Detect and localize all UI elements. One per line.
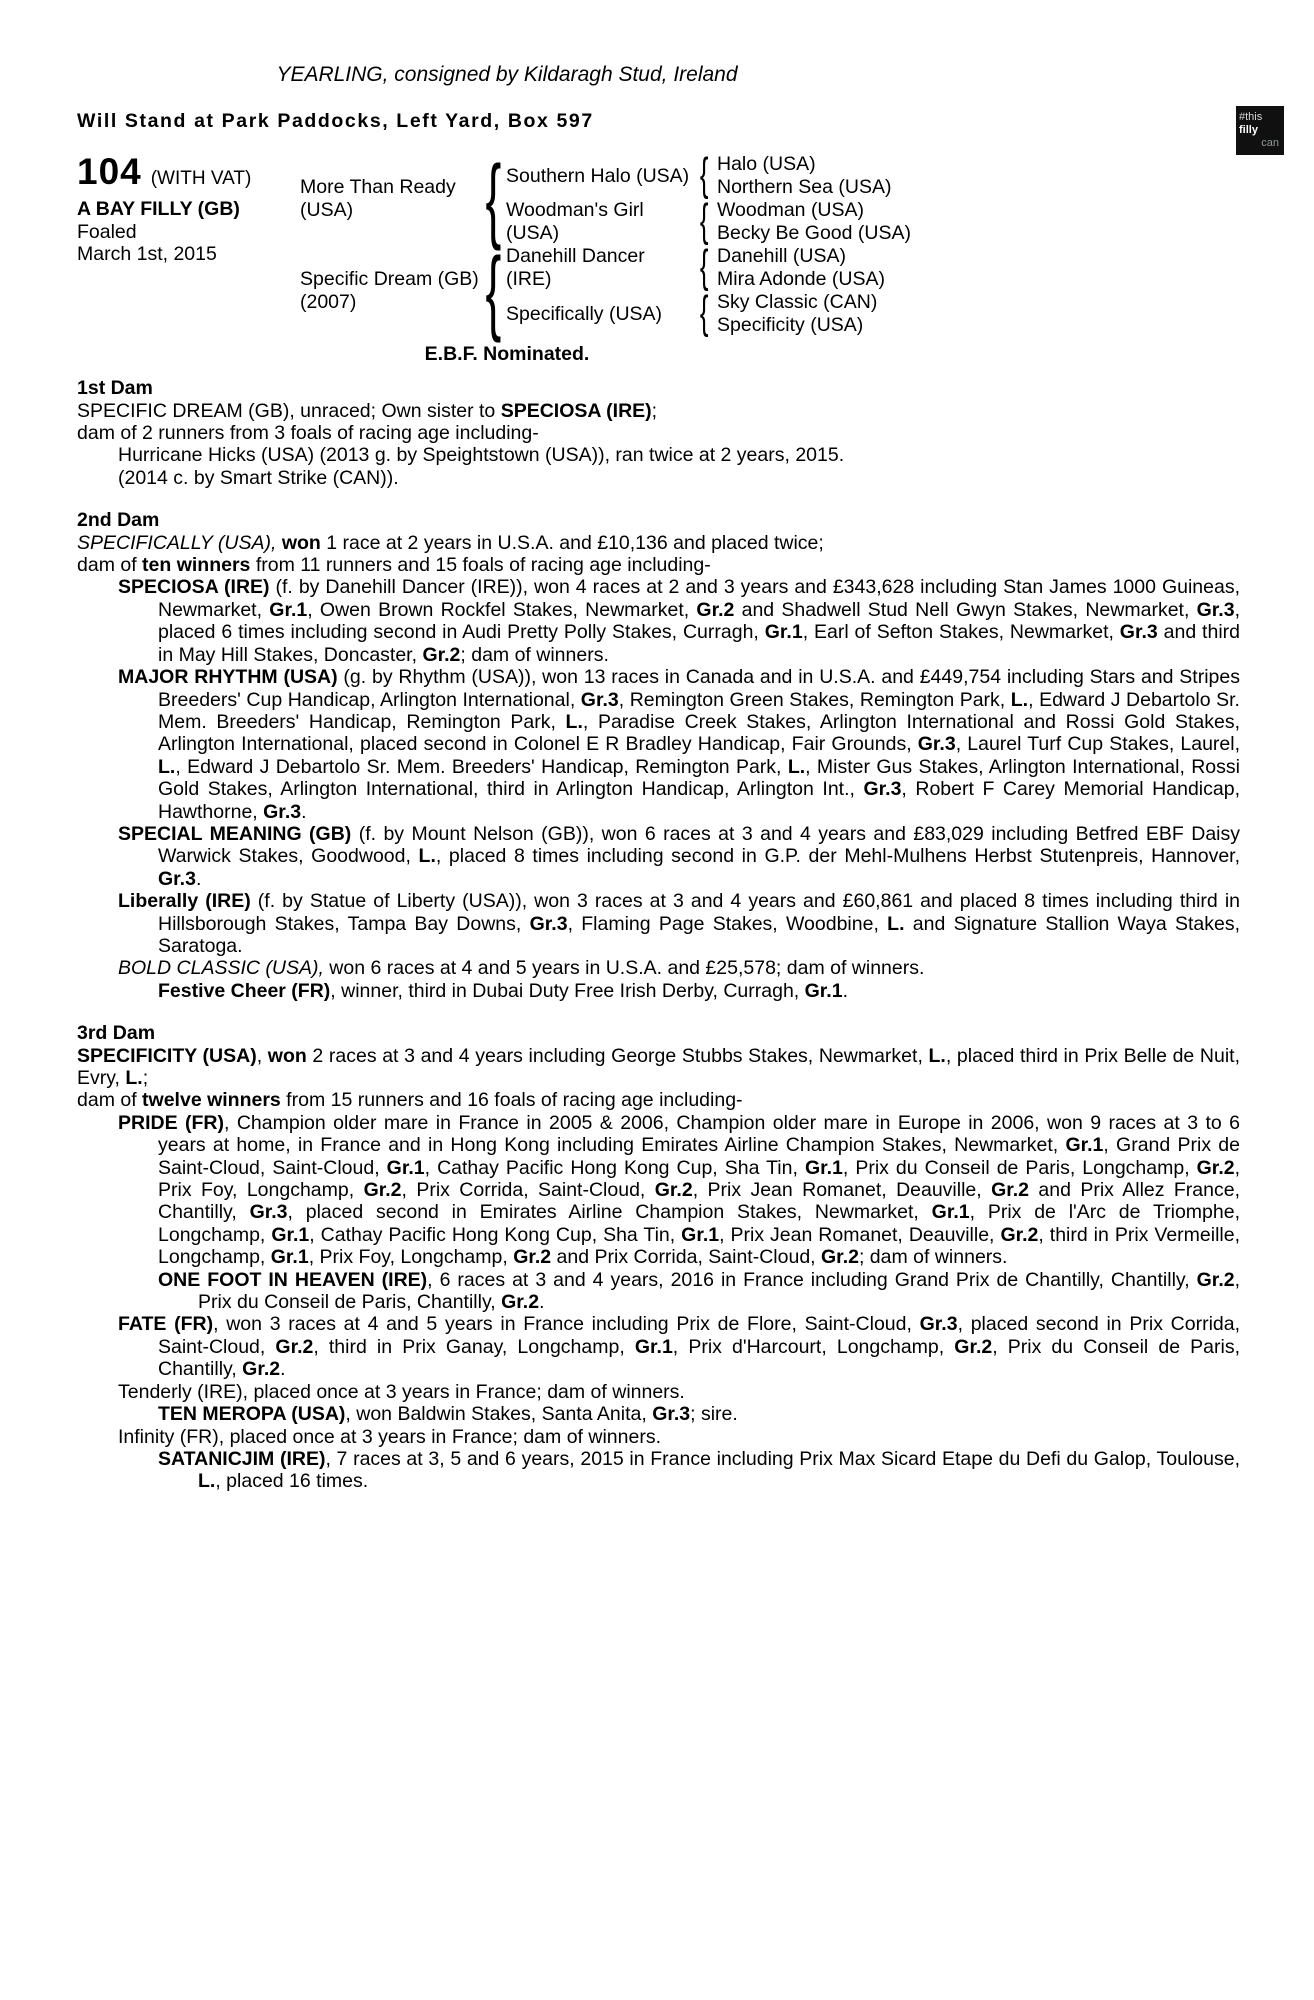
- great-grandparent-name: Danehill (USA): [717, 245, 846, 268]
- dams-dam-brace: {: [699, 288, 709, 339]
- sires-sire-name: Southern Halo (USA): [506, 164, 690, 187]
- great-grandparent-name: Becky Be Good (USA): [717, 222, 911, 245]
- dams-sire-name: Danehill Dancer: [506, 245, 645, 268]
- great-grandparent-cell: [717, 153, 1240, 176]
- pedigree-text-paragraph: dam of ten winners from 11 runners and 15 foals of racing age including-: [77, 554, 711, 577]
- section-title: 2nd Dam: [77, 509, 160, 532]
- foaled-date: March 1st, 2015: [77, 243, 217, 266]
- lot-block: [77, 150, 300, 266]
- sires-sire-cell: [506, 153, 691, 199]
- pedigree-text-paragraph: Liberally (IRE) (f. by Statue of Liberty (USA)), won 3 races at 3 and 4 years and £60,861 and placed 8 times including third in Hillsborough Stakes, Tampa Bay Downs, Gr.3, Flaming Page Stakes, Woodbine, L. and Signature Stallion Waya Stakes, Saratoga.: [118, 890, 1240, 957]
- pedigree-text-paragraph: BOLD CLASSIC (USA), won 6 races at 4 and 5 years in U.S.A. and £25,578; dam of winners.: [118, 957, 925, 980]
- great-grandparent-name: Halo (USA): [717, 153, 816, 176]
- great-grandparent-name: Mira Adonde (USA): [717, 268, 885, 291]
- lot-and-pedigree: [77, 146, 1240, 344]
- great-grandparent-name: Sky Classic (CAN): [717, 291, 878, 314]
- great-grandparent-name: Northern Sea (USA): [717, 176, 892, 199]
- pedigree-text-paragraph: SATANICJIM (IRE), 7 races at 3, 5 and 6 years, 2015 in France including Prix Max Sicard Etape du Defi du Galop, Toulouse, L., placed 16 times.: [158, 1447, 1240, 1493]
- pedigree-text-paragraph: SPECIFICALLY (USA), won 1 race at 2 years in U.S.A. and £10,136 and placed twice;: [77, 531, 824, 554]
- dam-suffix: (2007): [300, 290, 357, 313]
- lot-number: 104: [77, 150, 142, 192]
- badge-can-text: can: [1261, 137, 1279, 149]
- sire-suffix: (USA): [300, 198, 354, 221]
- great-grandparent-cell: [717, 199, 1240, 222]
- sires-dam-brace: {: [699, 196, 709, 247]
- dams-sire-cell: [506, 245, 691, 291]
- dams-sire-brace: {: [699, 242, 709, 293]
- great-grandparent-cell: [717, 176, 1240, 199]
- pedigree-text-paragraph: MAJOR RHYTHM (USA) (g. by Rhythm (USA)), won 13 races in Canada and in U.S.A. and £449,754 including Stars and Stripes Breeders' Cup Handicap, Arlington International, Gr.3, Remington Green Stakes, Remington Park, L., Edward J Debartolo Sr. Mem. Breeders' Handicap, Remington Park, L., Paradise Creek Stakes, Arlington International and Rossi Gold Stakes, Arlington International, placed second in Colonel E R Bradley Handicap, Fair Grounds, Gr.3, Laurel Turf Cup Stakes, Laurel, L., Edward J Debartolo Sr. Mem. Breeders' Handicap, Remington Park, L., Mister Gus Stakes, Arlington International, Rossi Gold Stakes, Arlington International, third in Arlington Handicap, Arlington Int., Gr.3, Robert F Carey Memorial Handicap, Hawthorne, Gr.3.: [118, 666, 1241, 823]
- section-title: 1st Dam: [77, 377, 153, 400]
- pedigree-text-paragraph: ONE FOOT IN HEAVEN (IRE), 6 races at 3 and 4 years, 2016 in France including Grand Prix de Chantilly, Chantilly, Gr.2, Prix du Conseil de Paris, Chantilly, Gr.2.: [158, 1268, 1241, 1314]
- sires-dam-cell: [506, 199, 691, 245]
- sire-cell: [300, 153, 480, 245]
- pedigree-text-paragraph: SPECIOSA (IRE) (f. by Danehill Dancer (IRE)), won 4 races at 2 and 3 years and £343,628 including Stan James 1000 Guineas, Newmarket, Gr.1, Owen Brown Rockfel Stakes, Newmarket, Gr.2 and Shadwell Stud Nell Gwyn Stakes, Newmarket, Gr.3, placed 6 times including second in Audi Pretty Polly Stakes, Curragh, Gr.1, Earl of Sefton Stakes, Newmarket, Gr.3 and third in May Hill Stakes, Doncaster, Gr.2; dam of winners.: [118, 576, 1240, 666]
- great-grandparent-name: Specificity (USA): [717, 314, 864, 337]
- great-grandparent-cell: [717, 268, 1240, 291]
- consignment-header: YEARLING, consigned by Kildaragh Stud, Ireland: [276, 63, 738, 86]
- sire-brace: {: [485, 146, 501, 252]
- great-grandparent-cell: [717, 222, 1240, 245]
- pedigree-text-paragraph: (2014 c. by Smart Strike (CAN)).: [118, 466, 399, 489]
- lot-number-line: [77, 150, 300, 192]
- dam-cell: [300, 245, 480, 337]
- sire-name: More Than Ready: [300, 176, 456, 199]
- great-grandparent-name: Woodman (USA): [717, 199, 865, 222]
- dams-sire-suffix: (IRE): [506, 267, 552, 290]
- dam-sections: [77, 377, 1240, 1493]
- foaled-label: Foaled: [77, 220, 137, 243]
- sires-sire-brace: {: [699, 150, 709, 201]
- sires-dam-name: Woodman's Girl: [506, 199, 644, 222]
- badge-hashtag-text: #this: [1239, 111, 1263, 123]
- pedigree-text-paragraph: SPECIFICITY (USA), won 2 races at 3 and 4 years including George Stubbs Stakes, Newmarket, L., placed third in Prix Belle de Nuit, Evry, L.;: [77, 1044, 1240, 1089]
- sires-dam-suffix: (USA): [506, 221, 560, 244]
- dam-brace: {: [485, 238, 501, 344]
- great-grandparent-cell: [717, 291, 1240, 314]
- section-title: 3rd Dam: [77, 1022, 156, 1045]
- stand-location-line: Will Stand at Park Paddocks, Left Yard, Box 597: [77, 110, 594, 133]
- pedigree-text-paragraph: SPECIFIC DREAM (GB), unraced; Own sister to SPECIOSA (IRE);: [77, 399, 658, 422]
- pedigree-text-paragraph: Infinity (FR), placed once at 3 years in France; dam of winners.: [118, 1425, 661, 1448]
- dams-dam-name: Specifically (USA): [506, 302, 663, 325]
- pedigree-text-paragraph: FATE (FR), won 3 races at 4 and 5 years in France including Prix de Flore, Saint-Cloud, Gr.3, placed second in Prix Corrida, Saint-Cloud, Gr.2, third in Prix Ganay, Longchamp, Gr.1, Prix d'Harcourt, Longchamp, Gr.2, Prix du Conseil de Paris, Chantilly, Gr.2.: [118, 1313, 1241, 1381]
- ebf-nominated-line: E.B.F. Nominated.: [424, 342, 590, 365]
- pedigree-text-paragraph: Hurricane Hicks (USA) (2013 g. by Speightstown (USA)), ran twice at 2 years, 2015.: [118, 444, 845, 467]
- great-grandparent-cell: [717, 245, 1240, 268]
- pedigree-table: [300, 146, 1240, 344]
- pedigree-text-paragraph: Tenderly (IRE), placed once at 3 years in France; dam of winners.: [118, 1380, 685, 1403]
- lot-vat-note: (WITH VAT): [150, 167, 252, 189]
- dams-dam-cell: [506, 291, 691, 337]
- pedigree-text-paragraph: SPECIAL MEANING (GB) (f. by Mount Nelson (GB)), won 6 races at 3 and 4 years and £83,029 including Betfred EBF Daisy Warwick Stakes, Goodwood, L., placed 8 times including second in G.P. der Mehl-Mulhens Herbst Stutenpreis, Hannover, Gr.3.: [118, 822, 1240, 890]
- pedigree-text-paragraph: dam of twelve winners from 15 runners and 16 foals of racing age including-: [77, 1089, 743, 1112]
- badge-filly-text: filly: [1239, 124, 1258, 136]
- lot-description: A BAY FILLY (GB): [77, 198, 240, 221]
- great-grandparent-cell: [717, 314, 1240, 337]
- pedigree-text-paragraph: dam of 2 runners from 3 foals of racing age including-: [77, 422, 539, 445]
- pedigree-text-paragraph: TEN MEROPA (USA), won Baldwin Stakes, Santa Anita, Gr.3; sire.: [158, 1403, 738, 1426]
- pedigree-text-paragraph: PRIDE (FR), Champion older mare in France in 2005 & 2006, Champion older mare in Europe in 2006, won 9 races at 3 to 6 years at home, in France and in Hong Kong including Emirates Airline Champion Stakes, Newmarket, Gr.1, Grand Prix de Saint-Cloud, Saint-Cloud, Gr.1, Cathay Pacific Hong Kong Cup, Sha Tin, Gr.1, Prix du Conseil de Paris, Longchamp, Gr.2, Prix Foy, Longchamp, Gr.2, Prix Corrida, Saint-Cloud, Gr.2, Prix Jean Romanet, Deauville, Gr.2 and Prix Allez France, Chantilly, Gr.3, placed second in Emirates Airline Champion Stakes, Newmarket, Gr.1, Prix de l'Arc de Triomphe, Longchamp, Gr.1, Cathay Pacific Hong Kong Cup, Sha Tin, Gr.1, Prix Jean Romanet, Deauville, Gr.2, third in Prix Vermeille, Longchamp, Gr.1, Prix Foy, Longchamp, Gr.2 and Prix Corrida, Saint-Cloud, Gr.2; dam of winners.: [118, 1111, 1241, 1269]
- dam-name: Specific Dream (GB): [300, 268, 479, 291]
- pedigree-text-paragraph: Festive Cheer (FR), winner, third in Dubai Duty Free Irish Derby, Curragh, Gr.1.: [158, 979, 848, 1002]
- this-filly-can-badge: [1236, 106, 1284, 155]
